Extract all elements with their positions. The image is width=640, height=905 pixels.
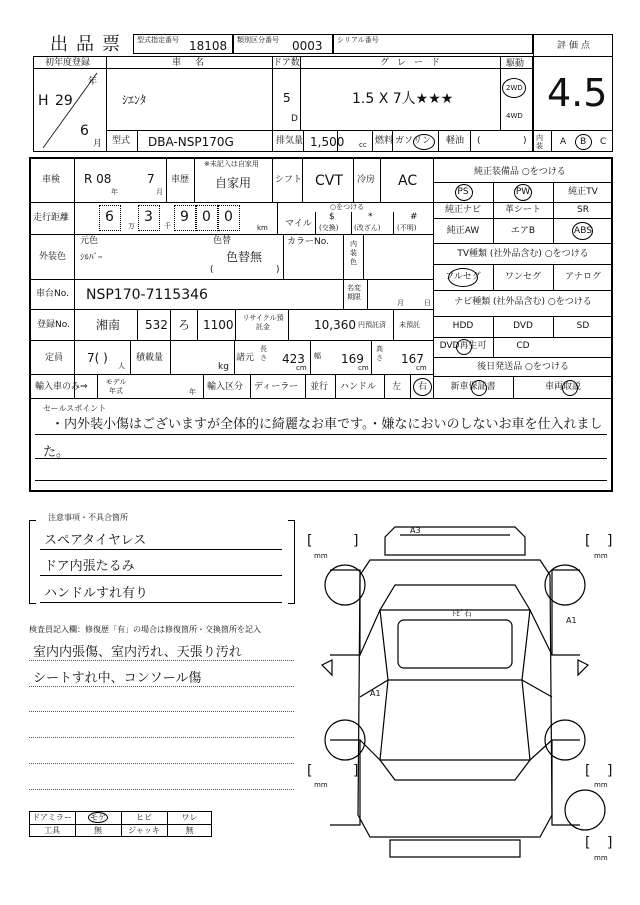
docs-label: 後日発送品 ○をつける [477,362,569,372]
history-label: 車歴 [171,175,190,185]
history-value: 自家用 [215,176,252,190]
tv-selected-circle [448,268,478,287]
mirror-label: ドアミラー [32,813,72,822]
color-original-label: 元色 [80,236,99,246]
fuel-label: 燃料 [375,136,394,146]
notes-bracket-right [288,520,295,604]
mileage-digit-1: 6 [105,209,114,225]
width-label: 幅 [314,352,321,360]
interior-b: B [580,137,587,147]
first-reg-year: 29 [55,93,73,109]
capacity-value: 7( ) [87,351,108,365]
door-type: D [291,114,298,124]
name-change-day: 日 [424,299,431,307]
score-value: 4.5 [547,71,608,115]
tv-item-fullseg: フルセグ [445,272,481,282]
class-code-label: 類別区分番号 [237,36,279,44]
inspector-line-1: 室内内張傷、室内汚れ、天張り汚れ [33,645,242,660]
chassis-label: 車台No. [36,289,69,299]
reg-number: 1100 [203,318,234,332]
sales-point-line-2: た。 [43,445,70,460]
doors-value: 5 [283,91,291,105]
class-code-box [233,34,333,54]
first-reg-label: 初年度登録 [45,58,91,68]
tire-bracket-rl-open: [ [307,763,313,779]
navi-item-hdd: HDD [452,321,474,331]
displacement-label: 排気量 [276,136,304,146]
mileage-opt-exchange-symbol: $ [329,212,335,222]
diesel-label: 軽油 [446,136,465,146]
recycle-amount: 10,360 [314,318,356,332]
genuine-item-sr: SR [577,205,589,215]
type-value: DBA-NSP170G [148,135,234,149]
fuel-selected-circle [413,134,435,150]
damage-mark-chip: ﾄﾋﾞ石 [452,609,472,618]
docs-selected-circle [471,380,487,396]
genuine-item-navi: 純正ナビ [444,205,481,215]
handle-left: 左 [392,382,402,392]
mileage-unit-km: km [257,224,268,232]
tire-bracket-fl-open: [ [307,533,313,549]
sales-point-line-1: ・内外装小傷はございますが全体的に綺麗なお車です。・嫌なにおいのしないお車を仕入れまし [51,417,603,432]
color-label: 外装色 [39,252,67,262]
handle-selected-circle [413,378,432,396]
damage-mark-a1-left: A1 [370,689,381,698]
capacity-label: 定員 [45,353,64,363]
navi-item-dvd: DVD [513,321,533,331]
genuine-selected-circle [514,184,532,201]
name-change-label: 名変期限 [347,284,361,301]
import-class-label: 輸入区分 [207,382,244,392]
shift-value: CVT [315,173,343,189]
diesel-paren-open: ( [477,136,481,146]
mileage-opt-unknown-symbol: # [410,212,418,222]
inspection-value: R 08 [84,172,112,186]
load-label: 積載量 [136,353,164,363]
grade-label: グレード [380,58,449,68]
history-note: ※未記入は自家用 [204,160,259,168]
navi-item-cd: CD [516,341,530,351]
page-title: 出品票 [50,34,128,55]
damage-mark-a1-right: A1 [566,616,577,625]
height-unit: cm [416,364,427,372]
interior-label: 内装 [536,134,543,150]
tire-unit-fr: mm [594,552,608,560]
car-diagram [300,515,640,865]
tools-value: 無 [94,826,102,835]
serial-box [333,34,533,54]
recycle-status-alt: 未預託 [399,321,420,329]
first-reg-era: H [38,93,49,109]
color-change-value: 色替無 [226,250,263,264]
ac-value: AC [398,173,418,189]
grade-value: 1.5 X 7人★★★ [352,91,454,107]
jack-value: 無 [185,826,194,835]
length-label: 長さ [260,345,267,362]
score-label: 評価点 [557,41,594,51]
genuine-item-aw: 純正AW [446,226,480,236]
inspection-year-unit: 年 [111,188,118,196]
class-code-value: 0003 [292,39,323,53]
mileage-opt-tamper: (改ざん) [354,224,381,232]
mileage-opt-mile: マイル [285,219,312,229]
notes-item-2: ドア内張たるみ [44,559,135,574]
width-value: 169 [341,352,364,366]
drive-label: 駆動 [506,59,525,69]
serial-label: シリアル番号 [337,36,379,44]
genuine-item-abs: ABS [574,226,592,236]
tire-unit-fl: mm [314,552,328,560]
color-paren-close: ) [276,265,280,275]
capacity-unit: 人 [118,362,125,370]
first-reg-month: 6 [80,123,89,139]
fuel-gasoline: ガソリン [395,136,432,146]
model-code-label: 型式指定番号 [137,36,179,44]
tv-item-oneseg: ワンセグ [504,272,541,282]
model-year-label: モデル年式 [105,378,127,395]
interior-selected-circle [575,134,592,150]
displacement-unit: cc [359,141,367,149]
tv-item-analog: アナログ [564,272,601,282]
mirror-opt-break: ワレ [181,813,198,822]
notes-label: 注意事項・不具合箇所 [48,513,128,522]
drive-option-2wd: 2WD [506,84,523,92]
docs-selected-circle [562,380,578,396]
inspection-month: 7 [147,172,155,186]
tv-label: TV種類 (社外品含む) ○をつける [457,249,589,259]
mileage-unit-sen: 千 [164,222,171,230]
drive-option-4wd: 4WD [506,112,523,120]
tire-bracket-spare-open: [ [585,835,591,851]
inspection-label: 車検 [42,175,61,185]
genuine-selected-circle [455,184,473,201]
recycle-status: 円預託済 [358,321,386,329]
docs-item-warranty: 新車保証書 [450,382,496,392]
type-label: 型式 [112,136,131,146]
ac-label: 冷房 [357,175,376,185]
height-value: 167 [401,352,424,366]
genuine-item-airbag: エアB [510,226,536,236]
tire-bracket-fl-close: ] [353,533,359,549]
reg-area: 湘南 [96,318,121,332]
notes-bracket-left [29,520,36,604]
interior-color-label: 内装色 [350,240,357,266]
genuine-selected-circle [572,222,593,240]
import-opt-parallel: 並行 [310,382,329,392]
notes-item-1: スペアタイヤレス [44,533,147,548]
inspector-label: 検査員記入欄：修復歴「有」の場合は修復箇所・交換箇所を記入 [29,625,261,634]
tire-bracket-spare-close: ] [607,835,613,851]
tire-unit-spare: mm [594,854,608,862]
length-unit: cm [296,364,307,372]
color-original-value: ｼﾙﾊﾞｰ [80,253,103,263]
name-change-month: 月 [397,299,404,307]
notes-item-3: ハンドルすれ有り [44,586,149,601]
mileage-opt-exchange: (交換) [319,224,339,232]
reg-label: 登録No. [37,320,70,330]
tire-bracket-rr-close: ] [607,763,613,779]
reg-kana: ろ [178,318,191,332]
width-unit: cm [358,364,369,372]
genuine-item-pw: PW [515,187,531,197]
genuine-item-tv: 純正TV [568,187,598,197]
mileage-digit-4: 0 [202,209,211,225]
doors-label: ドア数 [273,58,300,68]
diesel-paren-close: ) [523,136,527,146]
sales-point-label: セールスポイント [43,404,107,413]
navi-label: ナビ種類 (社外品含む) ○をつける [454,297,592,307]
car-name-value: ｼｴﾝﾀ [122,93,147,107]
navi-selected-circle [456,339,472,355]
genuine-item-leather: 革シート [504,205,541,215]
load-unit: kg [218,362,229,372]
tire-bracket-fr-open: [ [585,533,591,549]
inspector-line-2: シートすれ中、コンソール傷 [33,671,202,686]
tools-label: 工具 [44,826,60,835]
damage-mark-a3: A3 [410,526,421,535]
mileage-digit-2: 3 [144,209,153,225]
mileage-digit-5: 0 [224,209,233,225]
reg-class: 532 [145,318,168,332]
mileage-opt-unknown: (不明) [397,224,417,232]
inspection-month-unit: 月 [156,188,163,196]
mileage-opt-tamper-symbol: * [368,212,373,222]
handle-label: ハンドル [340,382,377,392]
navi-item-sd: SD [576,321,590,331]
first-reg-month-unit: 月 [93,139,103,149]
interior-a: A [560,137,567,147]
navi-item-dvd-playback: DVD再生可 [439,341,487,351]
chassis-value: NSP170-7115346 [86,287,208,303]
displacement-value: 1,500 [310,135,345,149]
mileage-options-header: ○をつける [330,203,365,211]
tire-unit-rl: mm [314,781,328,789]
first-reg-year-unit: 年 [88,77,98,87]
color-change-label: 色替 [213,236,232,246]
tire-unit-rr: mm [594,781,608,789]
dims-label: 諸元 [236,353,255,363]
mirror-opt-fold: モゲ [90,813,106,822]
jack-label: ジャッキ [128,826,160,835]
mileage-label: 走行距離 [33,213,70,223]
handle-right: 右 [418,382,428,392]
tire-bracket-rr-open: [ [585,763,591,779]
mileage-unit-man: 万 [128,222,135,230]
drive-selected-circle [502,78,526,98]
model-year-unit: 年 [189,388,196,396]
tire-bracket-rl-close: ] [353,763,359,779]
length-value: 423 [282,352,305,366]
genuine-item-ps: PS [457,187,469,197]
import-opt-dealer: ディーラー [254,382,299,392]
color-paren-open: ( [210,265,214,275]
docs-item-manual: 車両取説 [544,382,581,392]
color-no-label: カラーNo. [287,237,329,247]
height-label: 高さ [376,345,383,362]
recycle-label: リサイクル預託金 [242,314,284,331]
mirror-selected-circle [88,812,108,823]
shift-label: シフト [275,175,303,185]
interior-c: C [600,137,607,147]
tire-bracket-fr-close: ] [607,533,613,549]
model-code-box [133,34,233,54]
mileage-digit-3: 9 [180,209,189,225]
import-label: 輸入車のみ⇒ [35,382,88,392]
mirror-opt-crack: ヒビ [136,813,152,822]
car-name-label: 車名 [172,58,219,68]
model-code-value: 18108 [189,39,228,53]
genuine-label: 純正装備品 ○をつける [474,167,566,177]
